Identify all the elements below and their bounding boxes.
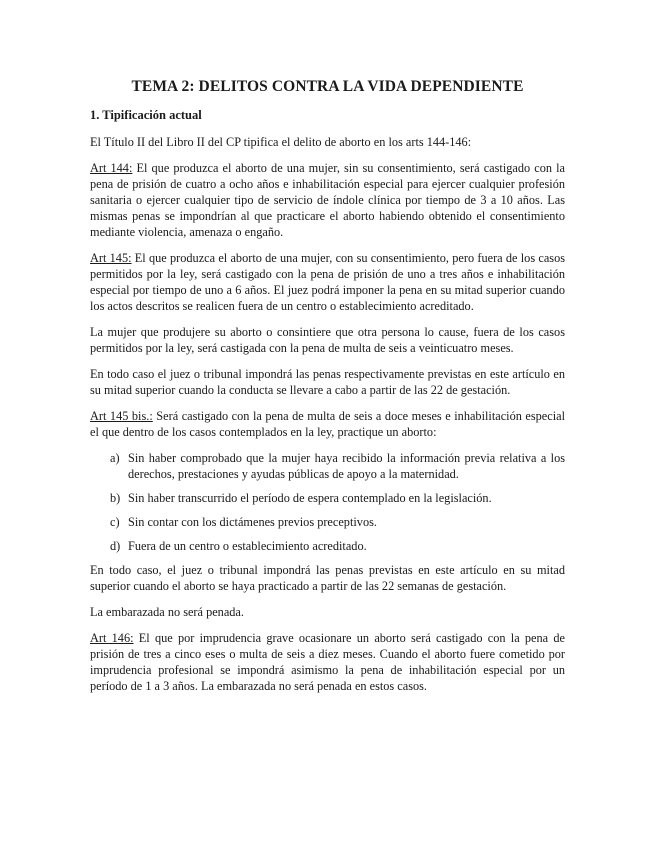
art-145-ref: Art 145: [90,251,132,265]
art-145-paragraph [90,250,565,314]
list-item-text: Sin contar con los dictámenes previos preceptivos. [128,515,377,529]
list-item [110,490,565,506]
todo-caso-paragraph-2: En todo caso, el juez o tribunal impondrá las penas previstas en este artículo en su mitad superior cuando el aborto se haya practicado a partir de las 22 semanas de gestación. [90,563,565,593]
list-item-text: Sin haber transcurrido el período de espera contemplado en la legislación. [128,491,492,505]
art-145-bis-paragraph [90,408,565,440]
list-marker: b) [110,491,121,505]
list-item-text: Fuera de un centro o establecimiento acreditado. [128,539,367,553]
art-145-bis-ref: Art 145 bis.: [90,409,153,423]
art-145-text: El que produzca el aborto de una mujer, con su consentimiento, pero fuera de los casos permitidos por la ley, será castigado con la pena de prisión de uno a tres años e inhabilitación especial por tiempo de uno a 6 años. El juez podrá imponer la pena en su mitad superior cuando los actos descritos se realicen fuera de un centro o establecimiento acreditado. [90,251,565,313]
list-marker: a) [110,451,120,465]
todo-caso-paragraph-1: En todo caso el juez o tribunal impondrá las penas respectivamente previstas en este artículo en su mitad superior cuando la conducta se llevare a cabo a partir de las 22 de gestación. [90,367,565,397]
art-144-ref: Art 144: [90,161,133,175]
embarazada-paragraph: La embarazada no será penada. [90,605,244,619]
conditions-list [90,450,565,554]
section-heading: 1. Tipificación actual [90,108,202,122]
art-146-text: El que por imprudencia grave ocasionare un aborto será castigado con la pena de prisión de tres a cinco eses o multa de seis a diez meses. Cuando el aborto fuere cometido por imprudencia profesional se impondrá asimismo la pena de inhabilitación especial por un período de 1 a 3 años. La embarazada no será penada en estos casos. [90,631,565,693]
art-144-paragraph [90,160,565,240]
list-item [110,450,565,482]
art-144-text: El que produzca el aborto de una mujer, sin su consentimiento, será castigado con la pena de prisión de cuatro a ocho años e inhabilitación especial para ejercer cualquier profesión sanitaria o ejercer cualquier tipo de servicio de índole clínica por tiempo de 3 a 10 años. Las mismas penas se impondrían al que practicare el aborto habiendo obtenido el consentimiento mediante violencia, amenaza o engaño. [90,161,566,239]
mujer-paragraph: La mujer que produjere su aborto o consintiere que otra persona lo cause, fuera de los casos permitidos por la ley, será castigada con la pena de multa de seis a veinticuatro meses. [90,325,565,355]
list-item [110,514,565,530]
list-marker: c) [110,515,120,529]
art-145-bis-text: Será castigado con la pena de multa de seis a doce meses e inhabilitación especial el que dentro de los casos contemplados en la ley, practique un aborto: [90,409,565,439]
list-marker: d) [110,539,121,553]
document-title: TEMA 2: DELITOS CONTRA LA VIDA DEPENDIENTE [131,78,524,95]
intro-paragraph: El Título II del Libro II del CP tipifica el delito de aborto en los arts 144-146: [90,135,472,149]
art-146-paragraph [90,630,565,694]
art-146-ref: Art 146: [90,631,134,645]
list-item-text: Sin haber comprobado que la mujer haya recibido la información previa relativa a los derechos, prestaciones y ayudas públicas de apoyo a la maternidad. [128,451,565,481]
list-item [110,538,565,554]
